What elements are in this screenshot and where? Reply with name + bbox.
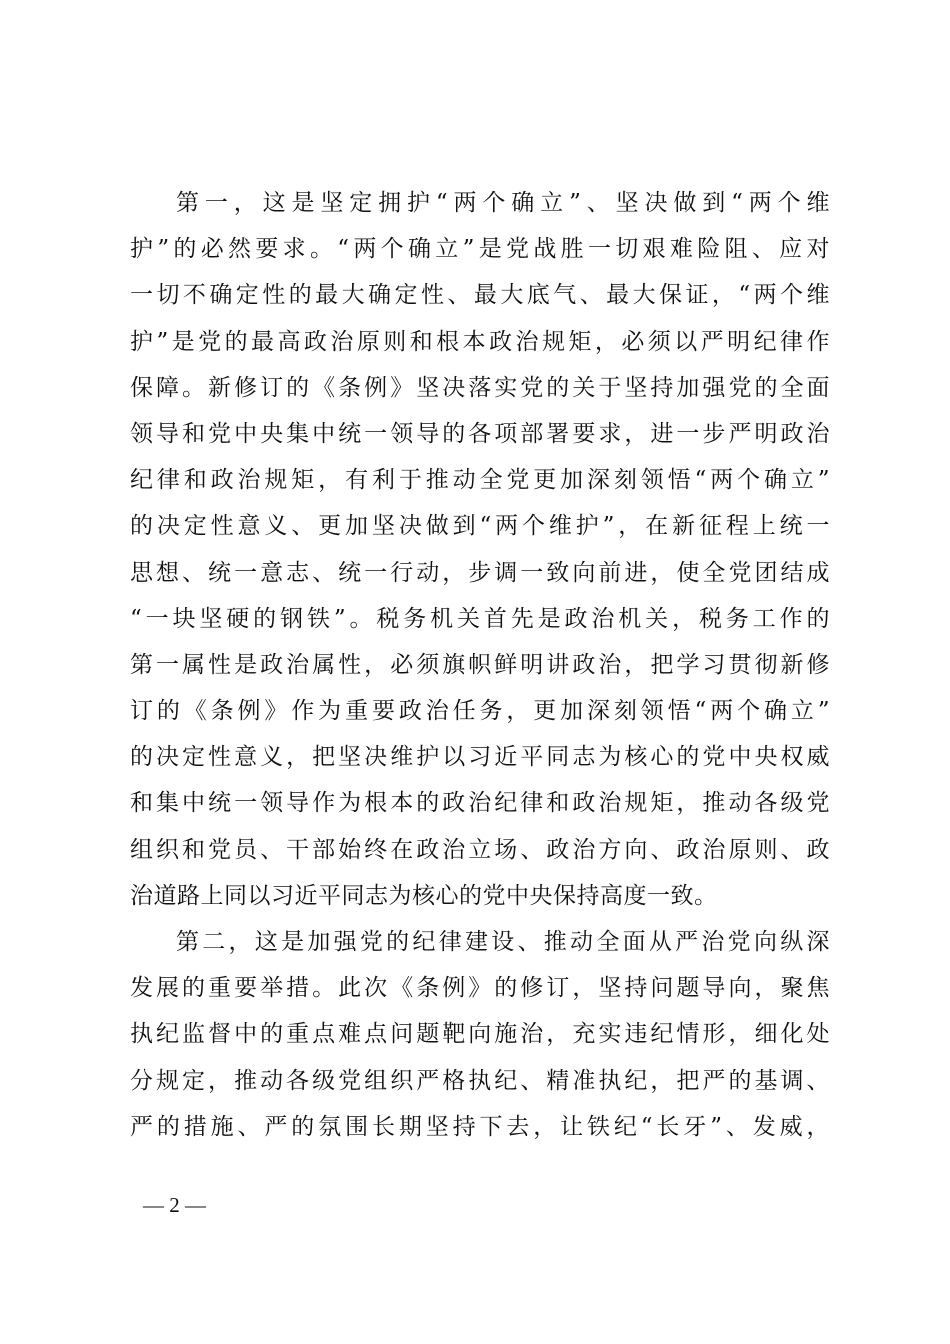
paragraph-1-line-11: 第一属性是政治属性，必须旗帜鲜明讲政治，把学习贯彻新修 (130, 651, 830, 678)
paragraph-1-line-2: 护”的必然要求。“两个确立”是党战胜一切艰难险阻、应对 (130, 236, 830, 263)
paragraph-1-line-10: “一块坚硬的钢铁”。税务机关首先是政治机关，税务工作的 (130, 605, 830, 632)
paragraph-2-line-4: 分规定，推动各级党组织严格执纪、精准执纪，把严的基调、 (130, 1067, 830, 1094)
paragraph-2-line-5: 严的措施、严的氛围长期坚持下去，让铁纪“长牙”、发威， (130, 1113, 830, 1140)
paragraph-1-line-6: 领导和党中央集中统一领导的各项部署要求，进一步严明政治 (130, 420, 830, 447)
paragraph-1-line-9: 思想、统一意志、统一行动，步调一致向前进，使全党团结成 (130, 559, 830, 586)
paragraph-1-line-3: 一切不确定性的最大确定性、最大底气、最大保证，“两个维 (130, 282, 830, 309)
paragraph-1-line-12: 订的《条例》作为重要政治任务，更加深刻领悟“两个确立” (130, 698, 830, 725)
paragraph-1-line-14: 和集中统一领导作为根本的政治纪律和政治规矩，推动各级党 (130, 790, 830, 817)
paragraph-1-line-16: 治道路上同以习近平同志为核心的党中央保持高度一致。 (130, 882, 718, 909)
paragraph-2-line-1: 第二，这是加强党的纪律建设、推动全面从严治党向纵深 (176, 929, 830, 955)
paragraph-1-line-8: 的决定性意义、更加坚决做到“两个维护”，在新征程上统一 (130, 513, 830, 540)
paragraph-1-line-4: 护”是党的最高政治原则和根本政治规矩，必须以严明纪律作 (130, 328, 830, 355)
paragraph-1-line-7: 纪律和政治规矩，有利于推动全党更加深刻领悟“两个确立” (130, 467, 830, 494)
paragraph-1-line-13: 的决定性意义，把坚决维护以习近平同志为核心的党中央权威 (130, 744, 830, 771)
page-number: — 2 — (143, 1193, 206, 1217)
paragraph-2-line-3: 执纪监督中的重点难点问题靶向施治，充实违纪情形，细化处 (130, 1021, 830, 1048)
document-body (130, 180, 830, 1150)
paragraph-1-line-1: 第一，这是坚定拥护“两个确立”、坚决做到“两个维 (176, 190, 830, 216)
paragraph-2-line-2: 发展的重要举措。此次《条例》的修订，坚持问题导向，聚焦 (130, 975, 830, 1002)
paragraph-1-line-5: 保障。新修订的《条例》坚决落实党的关于坚持加强党的全面 (130, 374, 830, 401)
paragraph-1-line-15: 组织和党员、干部始终在政治立场、政治方向、政治原则、政 (130, 836, 830, 863)
